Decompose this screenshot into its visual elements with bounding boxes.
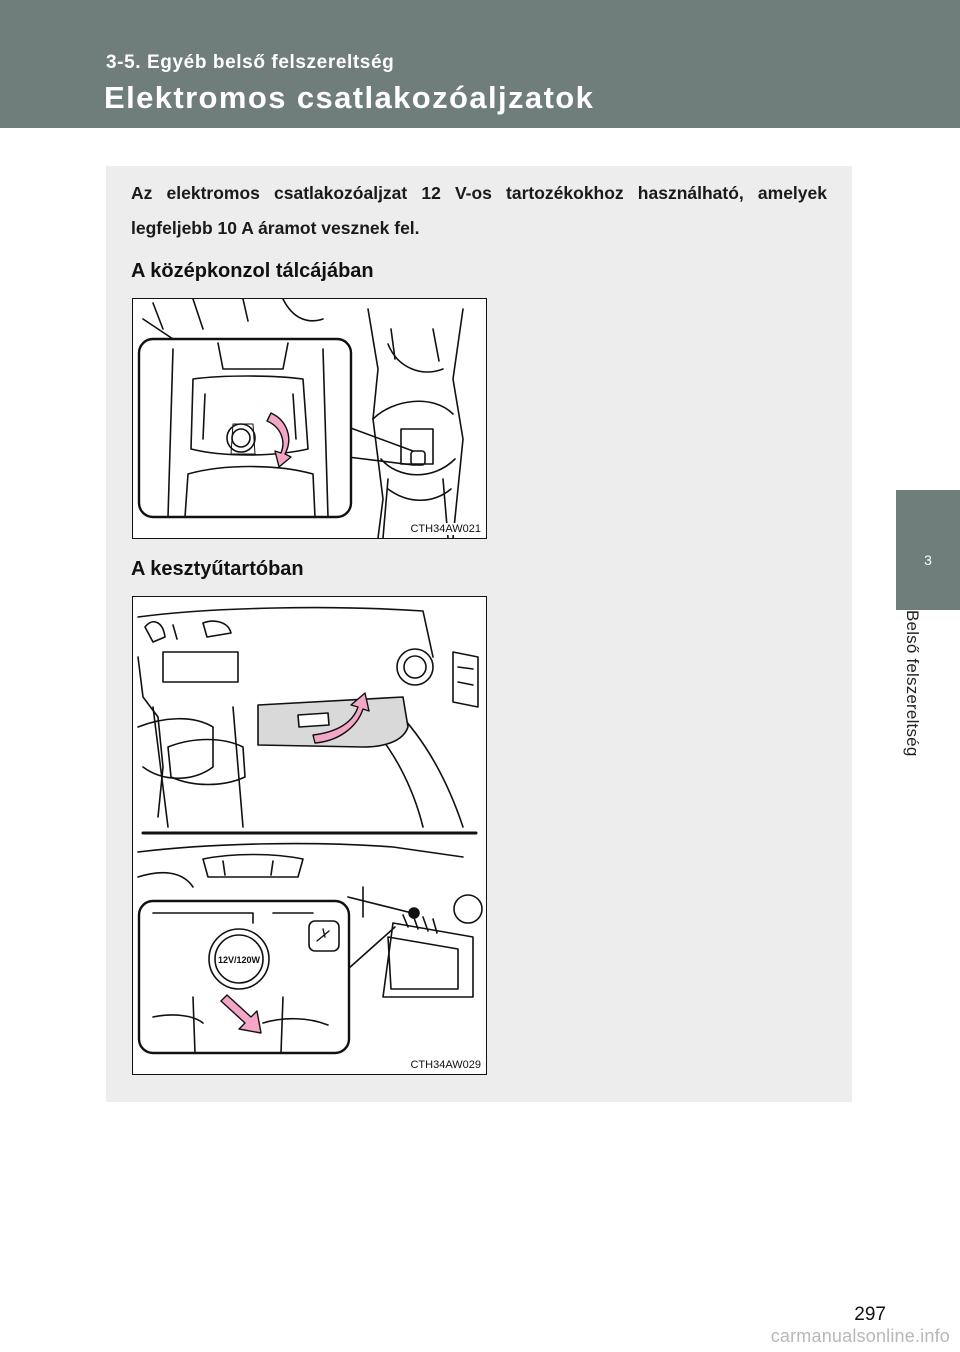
figure-center-console — [132, 298, 487, 539]
glove-box-illustration — [133, 597, 486, 1074]
page-header — [0, 0, 960, 128]
intro-text: Az elektromos csatlakozóaljzat 12 V-os tartozékokhoz használható, amelyek legfeljebb 10 A áramot vesznek fel. — [131, 183, 827, 238]
figure-glove-box — [132, 596, 487, 1075]
watermark-text[interactable]: carmanualsonline.info — [770, 1326, 950, 1346]
chapter-number: 3 — [924, 552, 932, 568]
figure-code: CTH34AW021 — [410, 523, 481, 535]
figure-code: CTH34AW029 — [410, 1059, 481, 1071]
page-number: 297 — [854, 1304, 886, 1325]
heading-center-console: A középkonzol tálcájában — [131, 260, 374, 282]
chapter-label: Belső felszereltség — [903, 610, 922, 757]
heading-glove-box: A kesztyűtartóban — [131, 558, 304, 580]
chapter-tab[interactable] — [896, 490, 960, 610]
socket-rating-label: 12V/120W — [217, 955, 261, 965]
section-label: 3-5. Egyéb belső felszereltség — [106, 52, 395, 73]
page-title: Elektromos csatlakozóaljzatok — [104, 80, 595, 115]
center-console-illustration — [133, 299, 486, 538]
